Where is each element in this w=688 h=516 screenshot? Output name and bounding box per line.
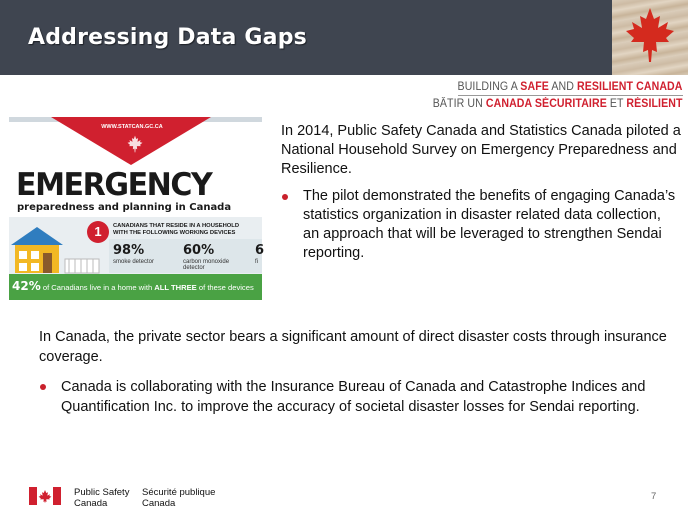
bullet-dot-icon — [40, 384, 46, 390]
private-sector-bullet: Canada is collaborating with the Insurance Bureau of Canada and Catastrophe Indices and Quantification Inc. to improve the accuracy of societal disaster losses for Sendai reporting. — [39, 377, 649, 417]
stats-caption: CANADIANS THAT RESIDE IN A HOUSEHOLD WITH THE FOLLOWING WORKING DEVICES — [113, 223, 240, 236]
maple-leaf-photo — [612, 0, 688, 75]
banner-maple-leaf-icon — [126, 135, 144, 153]
stat-label-co: carbon monoxide detector — [183, 259, 230, 271]
canada-flag-icon — [29, 487, 61, 505]
survey-text-block — [281, 122, 681, 263]
tagline-divider — [458, 95, 683, 96]
page-number: 7 — [651, 491, 657, 502]
emergency-infographic — [9, 117, 265, 300]
step-number-badge: 1 — [87, 221, 109, 243]
slide-header — [0, 0, 612, 75]
stat-value-co: 60% — [183, 243, 215, 258]
tagline-french: BÂTIR UN CANADA SÉCURITAIRE ET RÉSILIENT — [433, 98, 683, 110]
infographic-summary-text: 42% of Canadians live in a home with ALL THREE of these devices — [12, 279, 254, 293]
stat-label-smoke: smoke detector — [113, 259, 155, 265]
infographic-headline: EMERGENCY — [16, 167, 212, 203]
infographic-url: WWW.STATCAN.GC.CA — [101, 124, 163, 130]
footer-department-english: Public Safety Canada — [74, 487, 130, 509]
slide-title: Addressing Data Gaps — [28, 25, 307, 50]
stat-value-fire: 6 — [255, 243, 265, 258]
stat-value-smoke: 98% — [113, 243, 145, 258]
maple-leaf-icon — [624, 6, 676, 64]
footer-department-french: Sécurité publique Canada — [142, 487, 216, 509]
tagline — [411, 80, 683, 111]
infographic-subhead: preparedness and planning in Canada — [17, 202, 232, 213]
stat-label-fire: fi — [255, 259, 258, 265]
private-sector-text-block — [39, 327, 669, 417]
tagline-english: BUILDING A SAFE AND RESILIENT CANADA — [458, 81, 683, 93]
survey-intro: In 2014, Public Safety Canada and Statistics Canada piloted a National Household Survey on Emergency Preparedness and Resilience. — [281, 123, 681, 177]
private-sector-intro: In Canada, the private sector bears a significant amount of direct disaster costs through insurance coverage. — [39, 329, 667, 365]
bullet-dot-icon — [282, 194, 288, 200]
survey-bullet: The pilot demonstrated the benefits of engaging Canada’s statistics organization in disaster related data collection, an approach that will be leveraged to strengthen Sendai reporting. — [281, 187, 677, 263]
